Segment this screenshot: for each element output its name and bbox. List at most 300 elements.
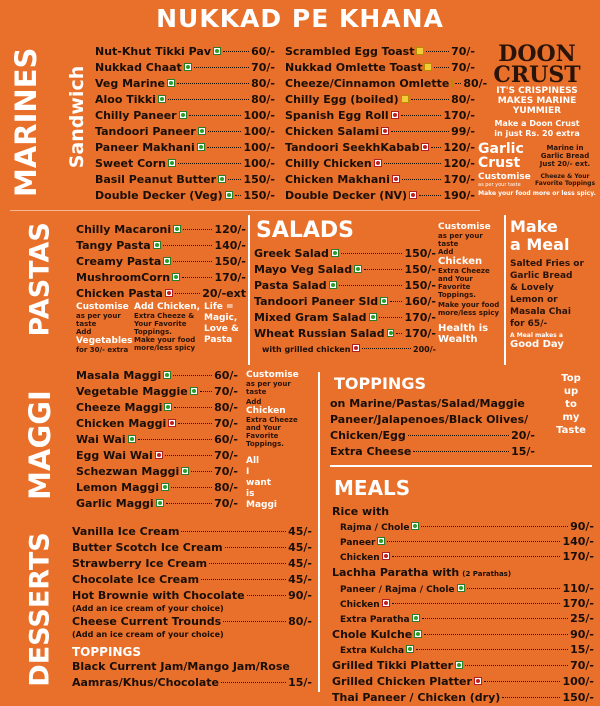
menu-item-row [285, 60, 475, 76]
item-name: Butter Scotch Ice Cream [72, 541, 223, 554]
item-price: 160/- [404, 295, 436, 308]
life-line: Love & [204, 324, 239, 334]
item-name: Rajma / Chole [340, 523, 410, 533]
vertical-divider [504, 215, 506, 365]
item-price: 60/- [214, 369, 238, 382]
pasta-veg-note: for 30/- extra [76, 346, 129, 354]
item-price: 45/- [288, 573, 312, 586]
item-price: 120/- [214, 223, 246, 236]
menu-item-row [72, 572, 312, 588]
item-name: Sweet Corn [95, 157, 166, 170]
crust-subtitle: Crust [478, 155, 521, 171]
marines-right-list [285, 44, 488, 204]
menu-item-row [76, 400, 238, 416]
pasta-spicy-note: Make your food more/less spicy [134, 336, 196, 352]
item-price: 80/- [214, 481, 238, 494]
dessert-note: (Add an ice cream of your choice) [72, 630, 224, 639]
menu-item-row [95, 76, 275, 92]
salad-chicken-note: Extra Cheeze and Your Favorite Toppings. [438, 267, 490, 299]
veg-icon [198, 127, 206, 135]
menu-item-row [76, 416, 238, 432]
maggi-chicken-note: Extra Cheeze and Your Favorite Toppings. [246, 416, 298, 448]
item-price: 80/- [288, 615, 312, 628]
menu-item-row [76, 368, 238, 384]
meal-row [332, 520, 594, 535]
item-name: Aamras/Khus/Chocolate [72, 676, 220, 689]
nonveg-icon [391, 111, 399, 119]
make-a-meal-box [510, 218, 598, 350]
veg-icon [354, 265, 362, 273]
meal-box-good-day: Good Day [510, 339, 564, 350]
menu-item-row [254, 246, 436, 262]
pastas-customise [76, 302, 246, 354]
dessert-toppings-title: TOPPINGS [72, 645, 141, 659]
item-price: 45/- [288, 525, 312, 538]
menu-item-row [72, 540, 312, 556]
item-price: 15/- [511, 445, 535, 458]
pasta-chicken-note: Extra Cheeze & Your Favorite Toppings. [134, 312, 195, 336]
meal-row [332, 504, 594, 520]
item-price: 80/- [451, 93, 475, 106]
item-name: Lemon Maggi [76, 481, 160, 494]
salad-customise-sub: as per your taste [438, 232, 483, 248]
doon-offer: Make a Doon Crust [494, 119, 580, 128]
customise-note: Cheeze & Your Favorite Toppings [534, 173, 596, 187]
item-price: 200/- [413, 345, 436, 354]
item-name: Cheeze/Cinnamon Omlette [285, 77, 450, 90]
menu-item-row [76, 480, 238, 496]
meals-list [332, 504, 594, 706]
salad-chicken: Chicken [438, 256, 483, 267]
veg-icon [181, 467, 189, 475]
item-price: 110/- [562, 582, 594, 595]
item-price: 70/- [451, 45, 475, 58]
item-name: Chicken Makhani [285, 173, 390, 186]
veg-icon [168, 159, 176, 167]
item-name: Pasta Salad [254, 279, 327, 292]
maggi-customise-title: Customise [246, 370, 299, 380]
item-price: 150/- [214, 255, 246, 268]
menu-item-row [254, 310, 436, 326]
menu-item-row [76, 432, 238, 448]
menu-item-row [254, 294, 436, 310]
menu-item-row [285, 156, 475, 172]
salad-spicy-note: Make your food more/less spicy [438, 301, 500, 317]
section-label-marines: MARINES [9, 47, 43, 197]
item-name: Grilled Chicken Platter [332, 675, 472, 688]
menu-item-row [95, 156, 275, 172]
menu-item-row [285, 44, 475, 60]
meal-box-line: for 65/- [510, 319, 548, 329]
veg-icon [387, 329, 395, 337]
item-name: Vanilla Ice Cream [72, 525, 180, 538]
veg-icon [156, 499, 164, 507]
item-price: 15/- [288, 676, 312, 689]
nonveg-icon [374, 159, 382, 167]
item-price: 20/-ext [202, 287, 246, 300]
meal-row [332, 690, 594, 706]
top-up-note [546, 372, 596, 437]
item-price: 60/- [214, 433, 238, 446]
item-name: Chole Kulche [332, 628, 413, 641]
item-name: Thai Paneer / Chicken (dry) [332, 691, 501, 704]
maggi-add: Add [246, 398, 262, 406]
salad-chicken-row [254, 342, 436, 358]
veg-icon [331, 249, 339, 257]
maggi-customise [246, 370, 312, 511]
item-name: Egg Wai Wai [76, 449, 153, 462]
item-name: Cheeze Maggi [76, 401, 163, 414]
item-price: 80/- [251, 77, 275, 90]
item-price: 80/- [251, 93, 275, 106]
meal-row [332, 627, 594, 643]
nonveg-icon [155, 451, 163, 459]
maggi-chicken: Chicken [246, 406, 286, 416]
meal-row [332, 550, 594, 565]
horizontal-divider [10, 210, 480, 211]
health-line: Health is [438, 323, 489, 334]
top-up-line: to [565, 399, 577, 410]
veg-icon [329, 281, 337, 289]
toppings-list [330, 396, 535, 460]
meal-row [332, 674, 594, 690]
item-name: Mixed Gram Salad [254, 311, 367, 324]
item-name: Veg Marine [95, 77, 165, 90]
item-price: 150/- [404, 263, 436, 276]
section-label-pastas: PASTAS [24, 222, 56, 337]
item-price: 140/- [562, 535, 594, 548]
egg-icon [424, 63, 432, 71]
nonveg-icon [381, 127, 389, 135]
meal-row [332, 643, 594, 658]
horizontal-divider [330, 465, 592, 467]
item-price: 20/- [511, 429, 535, 442]
item-name: Tandoori Paneer Sld [254, 295, 379, 308]
item-price: 150/- [562, 691, 594, 704]
item-name: Strawberry Ice Cream [72, 557, 208, 570]
item-price: 150/- [404, 279, 436, 292]
meal-box-line: Salted Fries or [510, 259, 584, 269]
item-name: Creamy Pasta [76, 255, 162, 268]
item-name: Chilly Egg (boiled) [285, 93, 399, 106]
item-name: Cheese Current Trounds [72, 615, 222, 628]
veg-icon [184, 63, 192, 71]
veg-icon [377, 537, 385, 545]
maggi-want: want [246, 478, 272, 488]
item-price: 15/- [570, 643, 594, 656]
veg-icon [213, 47, 221, 55]
doon-tagline: YUMMIER [512, 106, 562, 116]
item-price: 60/- [251, 45, 275, 58]
life-line: Magic, [204, 313, 238, 323]
section-label-desserts: DESSERTS [24, 532, 56, 687]
maggi-want: All [246, 456, 260, 466]
salad-add: Add [438, 248, 454, 256]
item-price: 80/- [463, 77, 488, 90]
veg-icon [179, 111, 187, 119]
item-name: Chocolate Ice Cream [72, 573, 200, 586]
doon-tagline: IT'S CRISPINESS [496, 86, 578, 96]
item-name: Paneer Makhani [95, 141, 195, 154]
item-name: Double Decker (Veg) [95, 189, 223, 202]
item-price: 100/- [562, 675, 594, 688]
item-name: Schezwan Maggi [76, 465, 180, 478]
maggi-customise-sub: as per your taste [246, 380, 291, 396]
menu-item-row [285, 92, 475, 108]
item-price: 80/- [214, 401, 238, 414]
veg-icon [225, 191, 233, 199]
garlic-title: Garlic [478, 141, 524, 157]
salads-customise [438, 222, 502, 345]
menu-item-row [76, 286, 246, 302]
pasta-chicken-title: Chicken, [157, 302, 201, 312]
pasta-customise-sub: as per your taste [76, 312, 121, 328]
menu-title: NUKKAD PE KHANA [156, 4, 444, 33]
item-name: Extra Cheese [330, 445, 412, 458]
veg-icon [380, 297, 388, 305]
item-price: 70/- [214, 417, 238, 430]
item-name: Wheat Russian Salad [254, 327, 385, 340]
item-name: Tandoori Paneer [95, 125, 196, 138]
meal-box-line: Masala Chai [510, 307, 571, 317]
item-price: 70/- [214, 449, 238, 462]
veg-icon [406, 645, 414, 653]
toppings-on-text: on Marine/Pastas/Salad/Maggie [330, 397, 525, 410]
item-price: 70/- [251, 61, 275, 74]
item-name: Paneer / Rajma / Chole [340, 585, 455, 595]
section-sublabel-sandwich: Sandwich [66, 65, 88, 169]
desserts-list [72, 524, 312, 691]
dessert-note: (Add an ice cream of your choice) [72, 604, 224, 613]
menu-item-row [95, 108, 275, 124]
meal-row [332, 612, 594, 627]
item-price: 170/- [214, 271, 246, 284]
item-price: 120/- [443, 141, 475, 154]
salads-list [254, 246, 436, 358]
top-up-line: up [563, 386, 579, 397]
veg-icon [411, 522, 419, 530]
item-name: Chilly Paneer [95, 109, 177, 122]
meal-row [332, 565, 594, 582]
item-price: 70/- [451, 61, 475, 74]
nonveg-icon [165, 289, 173, 297]
item-name: with grilled chicken [262, 345, 351, 354]
veg-icon [163, 371, 171, 379]
meal-row [332, 535, 594, 550]
meal-row [332, 582, 594, 597]
life-line: Life = [204, 302, 234, 312]
meal-box-line: Lemon or [510, 295, 558, 305]
veg-icon [163, 257, 171, 265]
section-title-salads: SALADS [256, 218, 355, 243]
doon-crust-box [478, 41, 596, 197]
veg-icon [412, 614, 420, 622]
item-name: Nukkad Omlette Toast [285, 61, 423, 74]
item-name: Aloo Tikki [95, 93, 156, 106]
nonveg-icon [409, 191, 417, 199]
maggi-list [76, 368, 238, 512]
item-price: 70/- [214, 497, 238, 510]
menu-item-row [95, 140, 275, 156]
veg-icon [457, 584, 465, 592]
item-price: 90/- [570, 628, 594, 641]
menu-item-row [95, 44, 275, 60]
maggi-want: Maggi [246, 500, 277, 510]
item-price: 25/- [570, 612, 594, 625]
section-title-meals: MEALS [334, 476, 411, 500]
pastas-list [76, 222, 246, 302]
section-label-maggi: MAGGI [23, 390, 57, 500]
menu-item-row [285, 76, 488, 92]
veg-icon [153, 241, 161, 249]
item-note: (2 Parathas) [462, 570, 512, 578]
veg-icon [167, 79, 175, 87]
item-name: Mayo Veg Salad [254, 263, 353, 276]
item-price: 100/- [243, 141, 275, 154]
egg-icon [451, 79, 453, 87]
meal-row [332, 597, 594, 612]
menu-item-row [76, 464, 238, 480]
customise-title: Customise [478, 172, 531, 182]
menu-item-row [285, 172, 475, 188]
item-name: Grilled Tikki Platter [332, 659, 454, 672]
item-name: Chicken Pasta [76, 287, 163, 300]
item-name: Masala Maggi [76, 369, 162, 382]
item-price: 170/- [443, 173, 475, 186]
nonveg-icon [392, 175, 400, 183]
menu-item-row [76, 496, 238, 512]
item-name: Hot Brownie with Chocolate [72, 589, 245, 602]
item-name: Basil Peanut Butter [95, 173, 217, 186]
item-price: 100/- [243, 125, 275, 138]
nonveg-icon [168, 419, 176, 427]
veg-icon [158, 95, 166, 103]
item-name: Chicken [340, 553, 380, 563]
menu-item-row [95, 188, 275, 204]
item-price: 120/- [443, 157, 475, 170]
meal-box-title: Make [510, 217, 558, 236]
veg-icon [218, 175, 226, 183]
item-name: Chicken Maggi [76, 417, 167, 430]
item-price: 70/- [214, 465, 238, 478]
menu-item-row [254, 326, 436, 342]
vertical-divider [248, 215, 250, 365]
marines-left-list [95, 44, 275, 204]
item-price: 140/- [214, 239, 246, 252]
garlic-note: Marine in Garlic Bread Just 20/- ext. [539, 144, 591, 168]
item-price: 45/- [288, 541, 312, 554]
veg-icon [172, 273, 180, 281]
pasta-vegetables: Vegetables [76, 336, 133, 346]
menu-item-row [72, 524, 312, 540]
meal-box-line: Garlic Bread [510, 271, 573, 281]
dessert-row [72, 614, 312, 630]
meal-row [332, 658, 594, 674]
veg-icon [173, 225, 181, 233]
nonveg-icon [382, 599, 390, 607]
item-name: Chicken/Egg [330, 429, 406, 442]
item-name: Chilly Chicken [285, 157, 372, 170]
item-name: Black Current Jam/Mango Jam/Rose [72, 660, 290, 673]
top-up-line: Top [561, 373, 581, 384]
item-price: 45/- [288, 557, 312, 570]
egg-icon [401, 95, 409, 103]
toppings-line-text: Paneer/Jalapenoes/Black Olives/ [330, 413, 529, 426]
item-name: Greek Salad [254, 247, 329, 260]
veg-icon [161, 483, 169, 491]
item-name: Spanish Egg Roll [285, 109, 389, 122]
veg-icon [197, 143, 205, 151]
item-price: 100/- [243, 109, 275, 122]
menu-item-row [254, 262, 436, 278]
nonveg-icon [352, 344, 360, 352]
menu-item-row [285, 108, 475, 124]
health-line: Wealth [438, 334, 478, 345]
pasta-add-label: Add [134, 302, 154, 312]
item-name: Chilly Macaroni [76, 223, 172, 236]
menu-item-row [285, 188, 475, 204]
veg-icon [190, 387, 198, 395]
item-price: 70/- [214, 385, 238, 398]
maggi-want: I [246, 467, 250, 477]
menu-item-row [285, 124, 475, 140]
item-name: Nut-Khut Tikki Pav [95, 45, 211, 58]
menu-item-row [76, 222, 246, 238]
customise-sub: as per your taste [478, 182, 521, 188]
life-line: Pasta [204, 335, 233, 345]
toppings-line [330, 412, 535, 428]
item-name: Paneer [340, 538, 376, 548]
item-price: 170/- [562, 550, 594, 563]
crust-title: CRUST [493, 62, 581, 88]
veg-icon [369, 313, 377, 321]
meal-box-line: & Lovely [510, 283, 554, 293]
pasta-add-chicken [134, 302, 204, 312]
nonveg-icon [474, 677, 482, 685]
top-up-line: my [562, 412, 580, 423]
item-name: Chicken Salami [285, 125, 380, 138]
menu-item-row [285, 140, 475, 156]
nonveg-icon [421, 143, 429, 151]
item-name: Scrambled Egg Toast [285, 45, 415, 58]
item-name: Wai Wai [76, 433, 126, 446]
item-price: 170/- [562, 597, 594, 610]
item-price: 170/- [443, 109, 475, 122]
item-price: 190/- [443, 189, 475, 202]
item-price: 90/- [288, 589, 312, 602]
item-name: Lachha Paratha with [332, 566, 460, 579]
item-name: Double Decker (NV) [285, 189, 408, 202]
menu-item-row [76, 448, 238, 464]
egg-icon [416, 47, 424, 55]
veg-icon [164, 403, 172, 411]
nonveg-icon [382, 552, 390, 560]
menu-item-row [76, 254, 246, 270]
item-price: 170/- [404, 311, 436, 324]
item-price: 150/- [404, 247, 436, 260]
item-name: Vegetable Maggie [76, 385, 188, 398]
salad-customise-title: Customise [438, 222, 491, 232]
toppings-line [330, 444, 535, 460]
maggi-want: is [246, 489, 255, 499]
pasta-add: Add [76, 328, 92, 336]
vertical-divider [318, 372, 320, 692]
veg-icon [414, 630, 422, 638]
item-price: 150/- [243, 173, 275, 186]
menu-item-row [95, 92, 275, 108]
item-name: MushroomCorn [76, 271, 171, 284]
toppings-on [330, 396, 535, 412]
